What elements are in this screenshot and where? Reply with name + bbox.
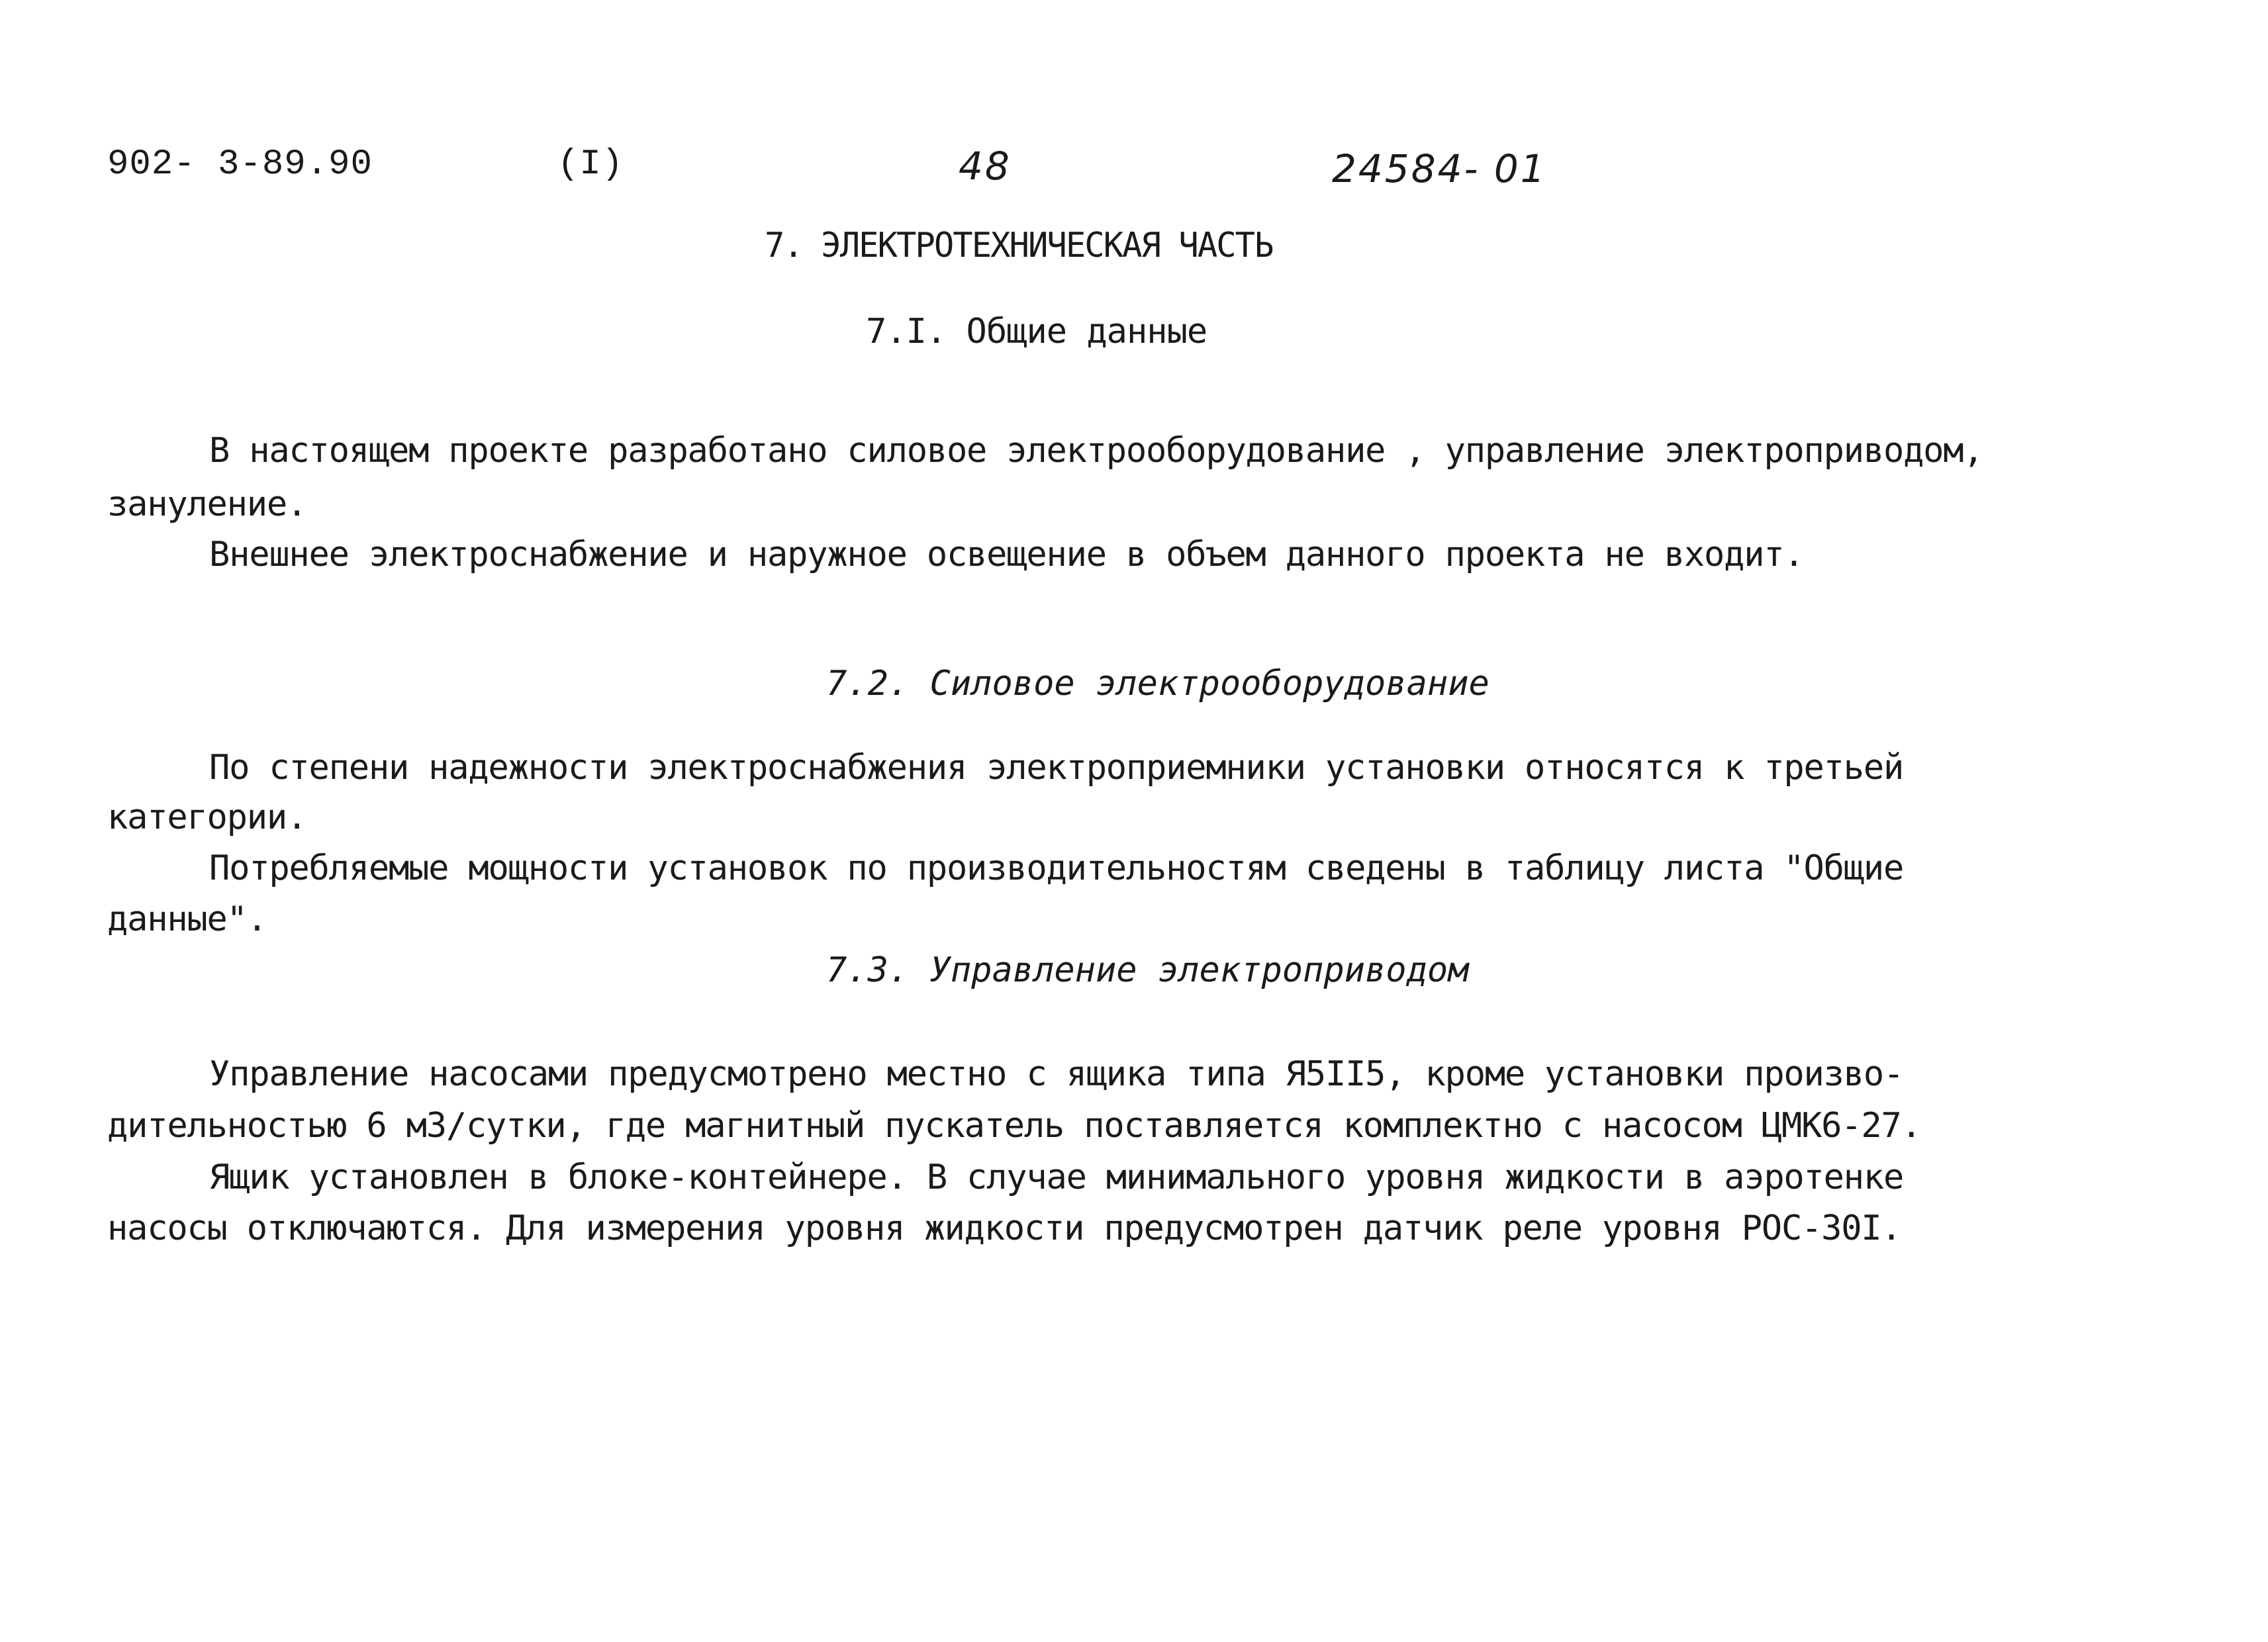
paragraph-line: Ящик установлен в блоке-контейнере. В случае минимального уровня жидкости в аэротенке [209, 1158, 1904, 1197]
paragraph-line: Потребляемые мощности установок по производительностям сведены в таблицу листа "Общие [209, 848, 1904, 888]
subsection-title-drive-control: 7.3. Управление электроприводом [826, 950, 1469, 990]
paragraph-line: Внешнее электроснабжение и наружное освещение в объем данного проекта не входит. [209, 535, 1804, 574]
paragraph-line: насосы отключаются. Для измерения уровня жидкости предусмотрен датчик реле уровня РОС-30I. [107, 1209, 1901, 1248]
paragraph-line: По степени надежности электроснабжения электроприемники установки относятся к третьей [209, 748, 1904, 788]
volume-number: (I) [557, 144, 624, 185]
paragraph-line: Управление насосами предусмотрено местно с ящика типа Я5II5, кроме установки произво- [209, 1054, 1904, 1094]
paragraph-line: В настоящем проекте разработано силовое электрооборудование , управление электроприводом, [209, 431, 1983, 471]
paragraph-line: дительностью 6 м3/сутки, где магнитный пускатель поставляется комплектно с насосом ЦМК6-27. [107, 1106, 1921, 1146]
paragraph-line: категории. [107, 798, 307, 837]
paragraph-line: зануление. [107, 484, 307, 524]
page-number: 48 [959, 144, 1012, 189]
subsection-title-power: 7.2. Силовое электрооборудование [826, 664, 1489, 704]
section-title: 7. ЭЛЕКТРОТЕХНИЧЕСКАЯ ЧАСТЬ [765, 226, 1273, 265]
subsection-title-general: 7.I. Общие данные [866, 312, 1207, 351]
archive-number: 24584- 01 [1332, 146, 1547, 191]
doc-code: 902- 3-89.90 [107, 144, 373, 185]
paragraph-line: данные". [107, 899, 267, 939]
